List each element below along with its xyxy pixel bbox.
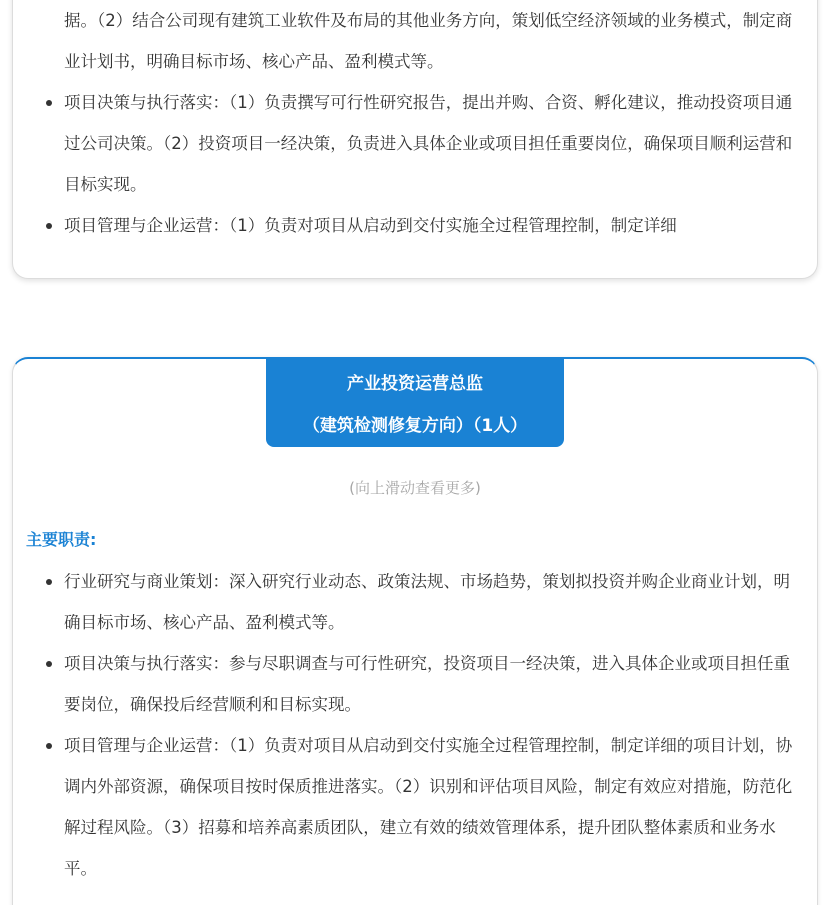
- duty-list-previous: [13, 0, 817, 246]
- duty-list[interactable]: [13, 561, 817, 889]
- duty-item: 项目管理与企业运营：（1）负责对项目从启动到交付实施全过程管理控制，制定详细: [13, 205, 817, 246]
- duty-item: 项目管理与企业运营：（1）负责对项目从启动到交付实施全过程管理控制，制定详细的项目计划，协调内外部资源，确保项目按时保质推进落实。（2）识别和评估项目风险，制定有效应对措施，防范化解过程风险。（3）招募和培养高素质团队，建立有效的绩效管理体系，提升团队整体素质和业务水平。: [13, 725, 817, 889]
- job-subtitle: （建筑检测修复方向）（1人）: [302, 416, 528, 436]
- duty-item: 项目决策与执行落实：参与尽职调查与可行性研究，投资项目一经决策，进入具体企业或项目担任重要岗位，确保投后经营顺利和目标实现。: [13, 643, 817, 725]
- duty-item: 项目决策与执行落实：（1）负责撰写可行性研究报告，提出并购、合资、孵化建议，推动投资项目通过公司决策。（2）投资项目一经决策，负责进入具体企业或项目担任重要岗位，确保项目顺利运营和目标实现。: [13, 82, 817, 205]
- job-title: 产业投资运营总监: [347, 374, 483, 394]
- duty-item-continued: 据。（2）结合公司现有建筑工业软件及布局的其他业务方向，策划低空经济领域的业务模式，制定商业计划书，明确目标市场、核心产品、盈利模式等。: [64, 11, 793, 71]
- scroll-hint: (向上滑动查看更多): [349, 479, 481, 497]
- duty-item: 行业研究与商业策划：深入研究行业动态、政策法规、市场趋势，策划拟投资并购企业商业计划，明确目标市场、核心产品、盈利模式等。: [13, 561, 817, 643]
- section-label-duties: 主要职责:: [26, 530, 97, 549]
- job-card-previous: [12, 0, 818, 279]
- job-card: [12, 357, 818, 905]
- job-title-banner: [266, 359, 564, 447]
